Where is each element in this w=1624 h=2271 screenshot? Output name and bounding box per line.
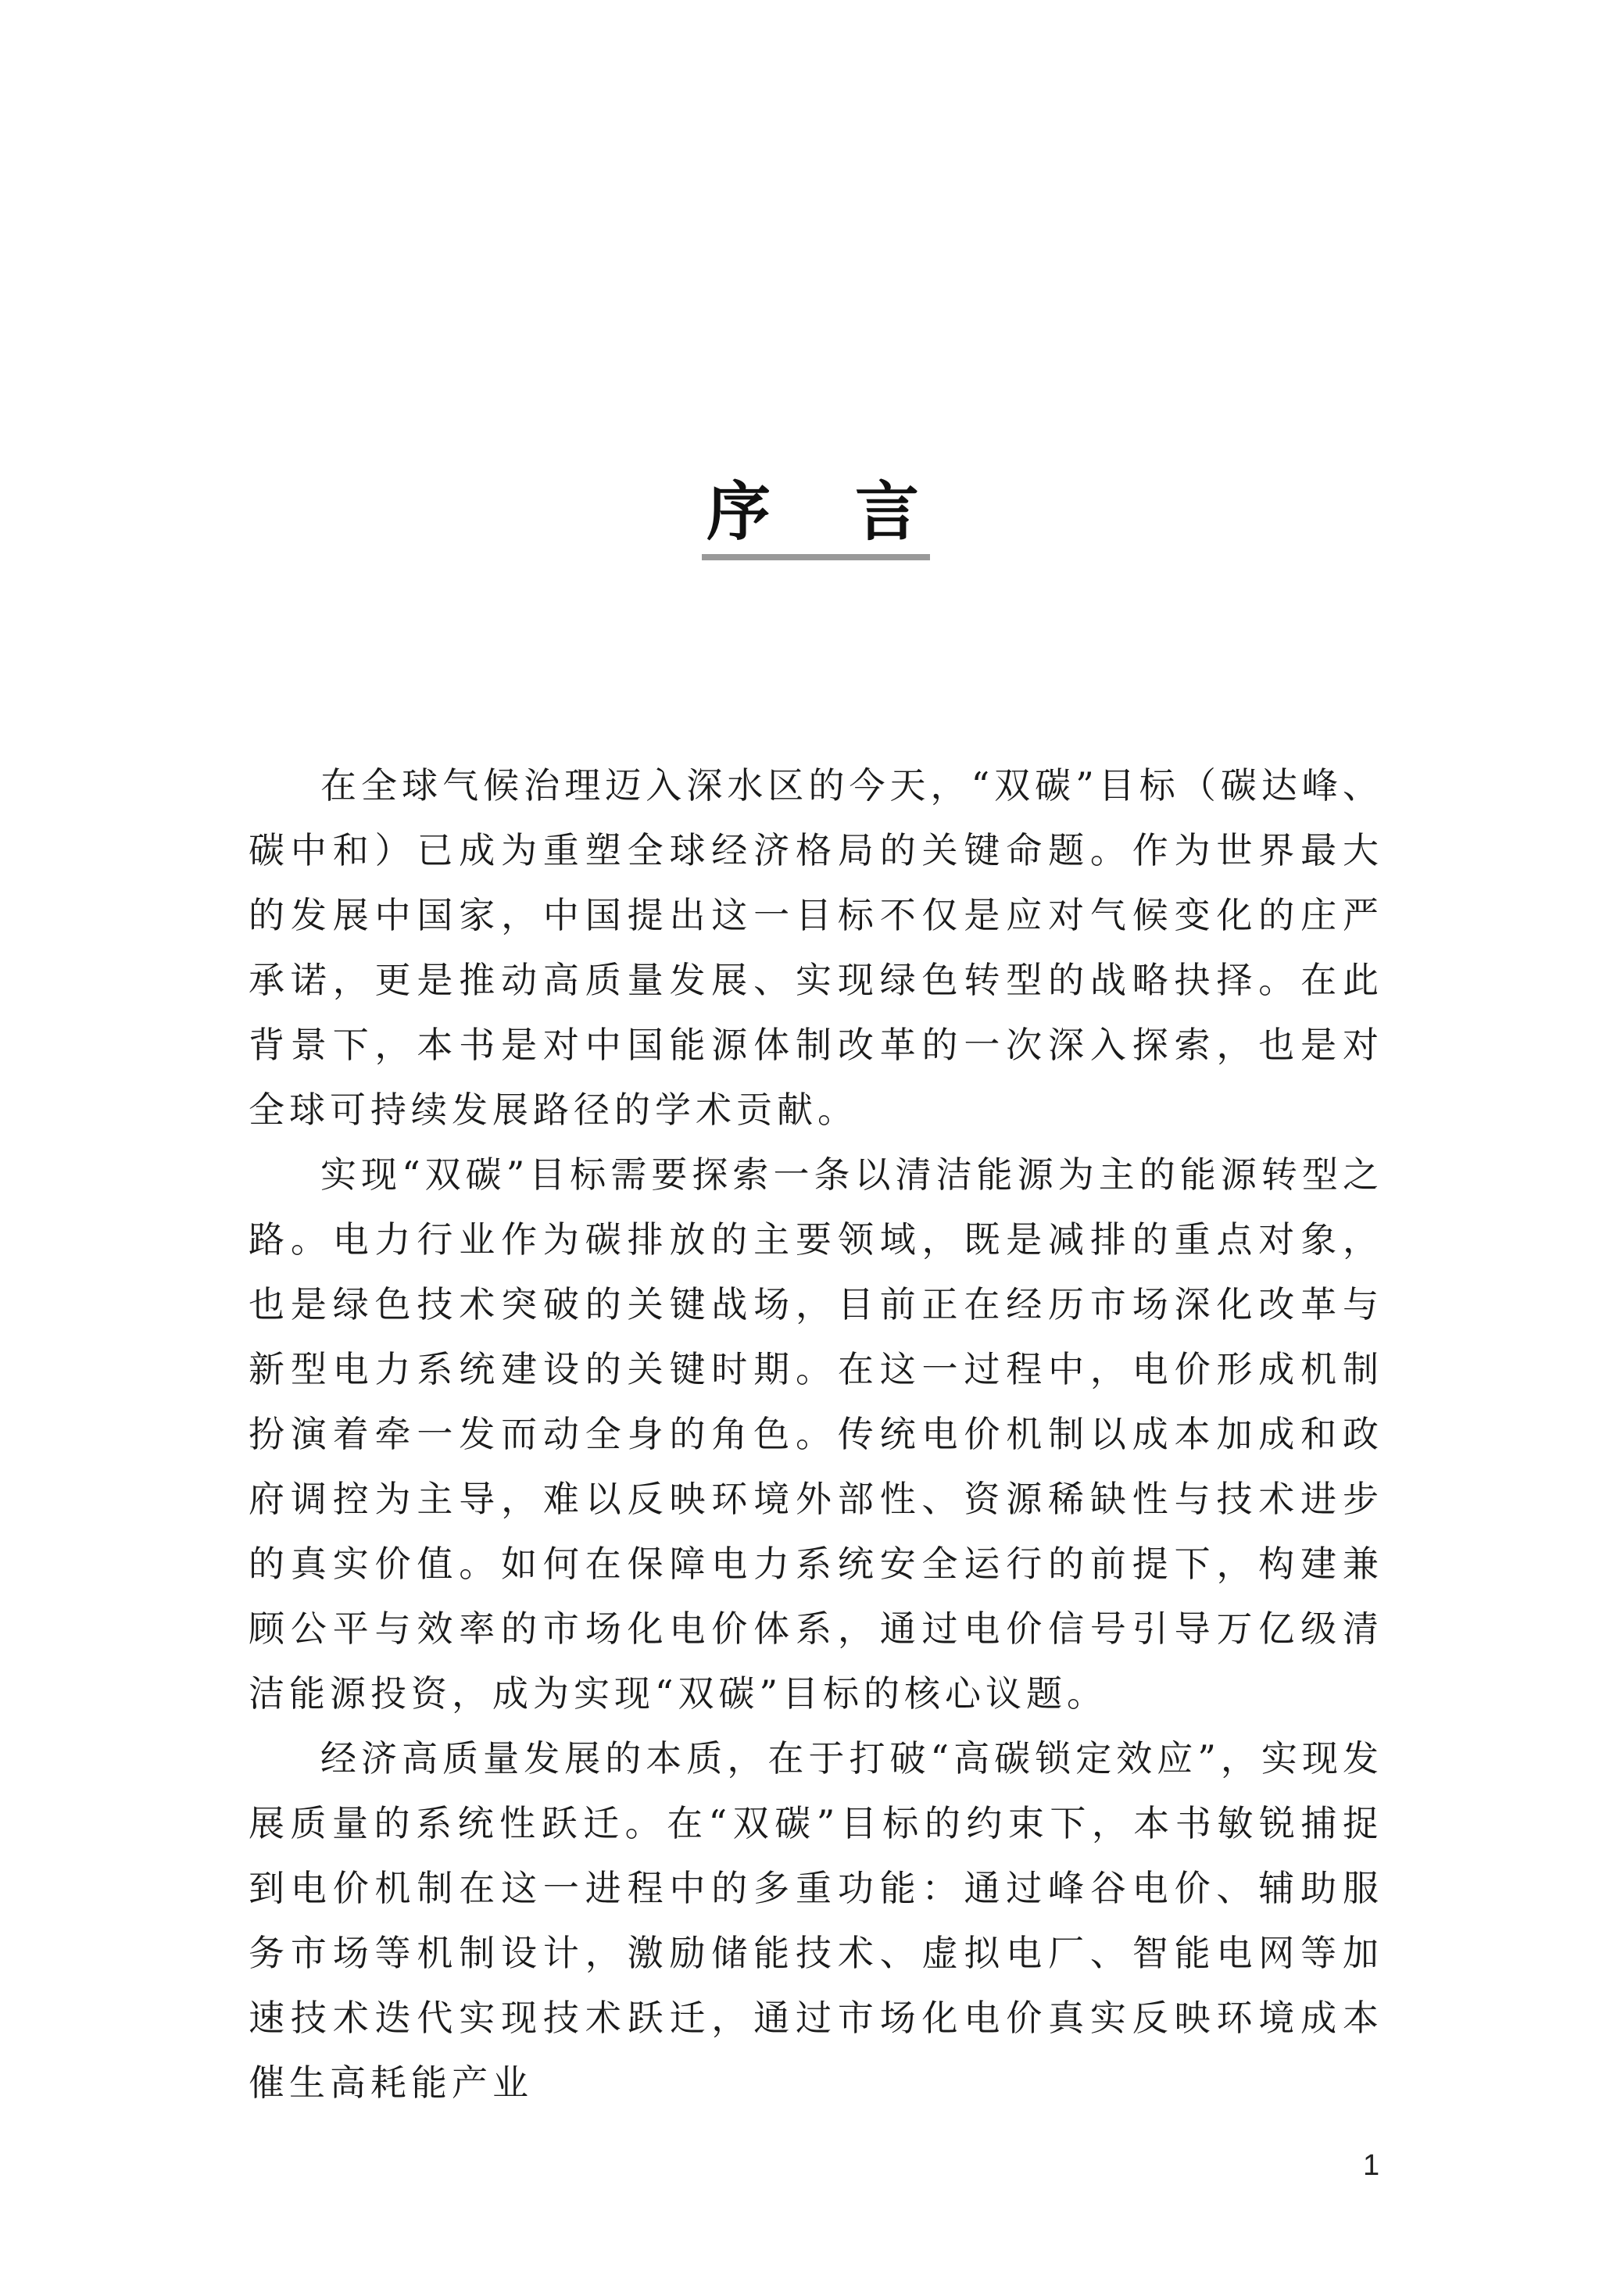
- paragraph-1: 在全球气候治理迈入深水区的今天，“双碳”目标（碳达峰、碳中和）已成为重塑全球经济格局的关键命题。作为世界最大的发展中国家，中国提出这一目标不仅是应对气候变化的庄严承诺，更是推动高质量发展、实现绿色转型的战略抉择。在此背景下，本书是对中国能源体制改革的一次深入探索，也是对全球可持续发展路径的学术贡献。: [249, 764, 1383, 1131]
- page-number: 1: [1363, 2149, 1380, 2182]
- page-title: [702, 473, 930, 551]
- paragraph-2: 实现“双碳”目标需要探索一条以清洁能源为主的能源转型之路。电力行业作为碳排放的主要领域，既是减排的重点对象，也是绿色技术突破的关键战场，目前正在经历市场深化改革与新型电力系统建设的关键时期。在这一过程中，电价形成机制扮演着牵一发而动全身的角色。传统电价机制以成本加成和政府调控为主导，难以反映环境外部性、资源稀缺性与技术进步的真实价值。如何在保障电力系统安全运行的前提下，构建兼顾公平与效率的市场化电价体系，通过电价信号引导万亿级清洁能源投资，成为实现“双碳”目标的核心议题。: [249, 1153, 1383, 1715]
- title-underline: [702, 554, 930, 560]
- paragraph-3: 经济高质量发展的本质，在于打破“高碳锁定效应”，实现发展质量的系统性跃迁。在“双碳”目标的约束下，本书敏锐捕捉到电价机制在这一进程中的多重功能：通过峰谷电价、辅助服务市场等机制设计，激励储能技术、虚拟电厂、智能电网等加速技术迭代实现技术跃迁，通过市场化电价真实反映环境成本催生高耗能产业: [249, 1737, 1383, 2104]
- title-char-1: 序: [706, 474, 771, 549]
- page-title-block: [702, 473, 930, 560]
- body-text: [249, 753, 1383, 2115]
- title-char-2: 言: [855, 474, 920, 549]
